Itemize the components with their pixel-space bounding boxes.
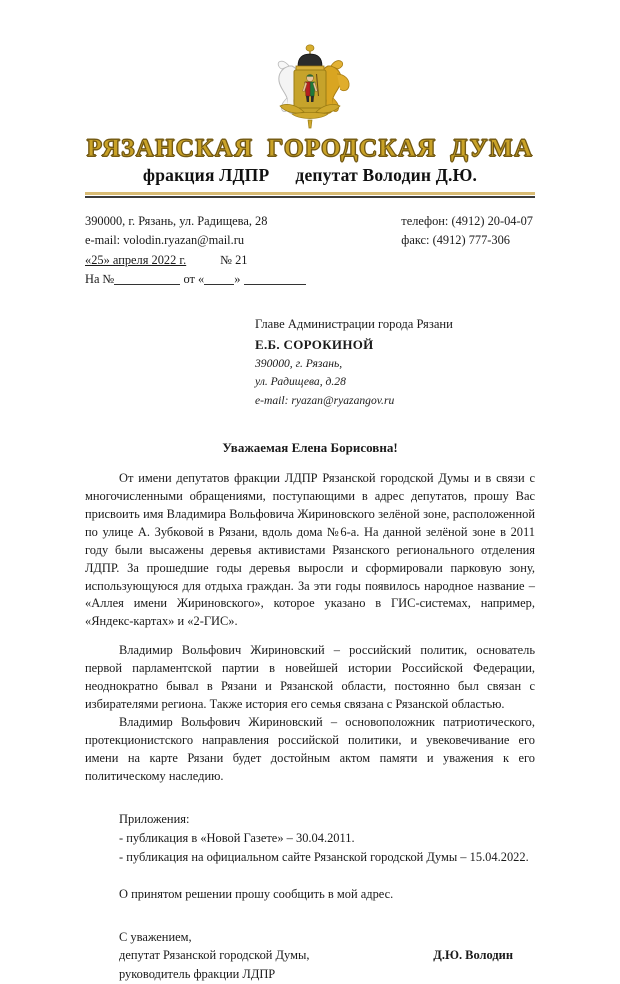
signature-block [119,928,535,984]
addressee-email: e-mail: ryazan@ryazangov.ru [255,393,395,407]
attachment-item: - публикация в «Новой Газете» – 30.04.2011. [119,831,355,846]
body-paragraph-1: От имени депутатов фракции ЛДПР Рязанской городской Думы и в связи с многочисленными обращениями, поступающими в адрес депутатов, прошу Вас присвоить имя Владимира Вольфовича Жириновского зелёной зоне, расположенной по улице А. Зубковой в Рязани, вдоль дома №6-а. На данной зелёной зоне в 2011 году были высажены деревья активистами Рязанского регионального отделения ЛДПР. За прошедшие годы деревья выросли и сформировали парковую зону, использующуюся для отдыха граждан. За эти годы появилось народное название – «Аллея имени Жириновского», которое указано в ГИС-системах, например, «Яндекс-картах» и «2-ГИС». [85,470,535,629]
org-title-word-2: ГОРОДСКАЯ [267,135,437,162]
contact-left-column [85,212,306,288]
addressee-address-line-2: ул. Радищева, д.28 [255,375,346,389]
incoming-number-blank[interactable] [114,284,180,285]
letterhead [85,0,535,198]
addressee-name: Е.Б. СОРОКИНОЙ [255,336,374,352]
letterhead-subline [85,165,535,186]
signature-role-line-2: руководитель фракции ЛДПР [119,967,276,982]
ryazan-coat-of-arms-icon [258,44,362,132]
incoming-number-label: На № [85,271,115,286]
emblem-container [85,40,535,132]
incoming-month-blank[interactable] [244,284,306,285]
signatory-name: Д.Ю. Володин [433,948,513,963]
letter-body [85,470,535,786]
fax-number: факс: (4912) 777-306 [401,233,511,248]
decision-notice: О принятом решении прошу сообщить в мой адрес. [119,886,394,901]
attachments-block [119,810,535,867]
incoming-date-label: от « [183,271,205,286]
incoming-reference-line [85,270,306,289]
gold-divider [85,192,535,195]
phone-number: телефон: (4912) 20-04-07 [401,214,533,229]
attachment-item: - публикация на официальном сайте Рязанской городской Думы – 15.04.2022. [119,850,529,864]
signature-role-line-1: депутат Рязанской городской Думы, [119,948,310,963]
addressee-block [255,315,535,410]
addressee-title: Главе Администрации города Рязани [255,316,453,331]
sender-email: e-mail: volodin.ryazan@mail.ru [85,233,245,248]
org-title-word-1: РЯЗАНСКАЯ [86,135,254,162]
contact-right-column [401,212,535,288]
signature-closing: С уважением, [119,929,192,944]
attachments-heading: Приложения: [119,811,190,826]
document-number: № 21 [220,252,248,267]
incoming-quote-close: » [234,271,241,286]
document-date-line [85,251,306,270]
salutation: Уважаемая Елена Борисовна! [222,439,398,455]
body-paragraph-3: Владимир Вольфович Жириновский – основоположник патриотического, протекционистского направления российской политики, и увековечивание его имени на карте Рязани будет достойным актом памяти и уважения к его политическому наследию. [85,714,535,783]
document-date: «25» апреля 2022 г. [85,252,187,267]
faction-label: фракция ЛДПР [142,165,270,186]
incoming-day-blank[interactable] [204,284,234,285]
deputy-label: депутат Володин Д.Ю. [295,165,478,186]
organization-title [85,136,535,162]
contact-block [85,212,535,288]
sender-address: 390000, г. Рязань, ул. Радищева, 28 [85,214,268,229]
dark-divider [85,196,535,198]
signature-role-row [119,946,535,965]
addressee-address-line-1: 390000, г. Рязань, [255,357,343,371]
body-paragraph-2: Владимир Вольфович Жириновский – российский политик, основатель первой парламентской партии в новейшей истории Российской Федерации, неоднократно бывал в Рязани и Рязанской области, постоянно был связан с избирателями региона. Также история его семья связана с Рязанской областью. [85,643,535,712]
org-title-word-3: ДУМА [450,135,534,162]
